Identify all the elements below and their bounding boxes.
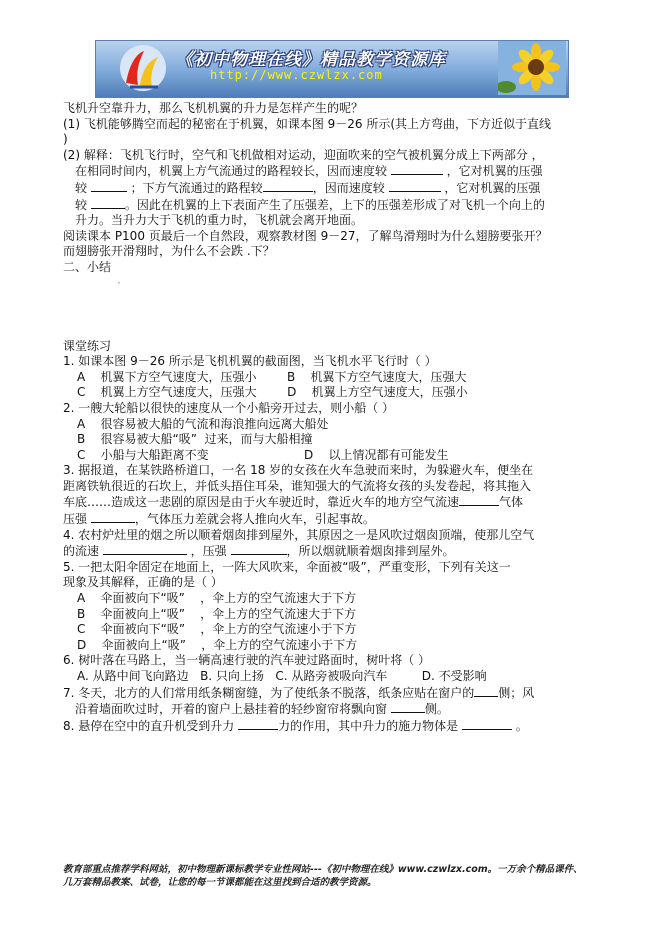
blank-field[interactable] <box>231 543 287 555</box>
question-5-option-a: A 伞面被向下“吸” ，伞上方的空气流速大于下方 <box>77 591 357 606</box>
question-2-option-a: A 很容易被大船的气流和海浪推向远离大船处 <box>77 416 329 431</box>
question-3-line-3: 车底……造成这一悲剧的原因是由于火车驶近时，靠近火车的地方空气流速 气体 <box>63 495 524 510</box>
question-7-line-2: 沿着墙面吹过时，开着的窗户上悬挂着的轻纱窗帘将飘向窗 侧。 <box>75 702 449 717</box>
para-2-line-3: 较 ；下方气流通过的路程较 ，因而速度较 ，它对机翼的压强 <box>75 180 541 195</box>
blank-field[interactable] <box>391 701 425 713</box>
sunflower-image <box>498 41 566 95</box>
para-2-line-1: (2) 解释：飞机飞行时，空气和飞机做相对运动，迎面吹来的空气被机翼分成上下两部分 ， <box>63 147 544 162</box>
question-2-option-b: B 很容易被大船“吸” 过来，而与大船相撞 <box>77 432 313 447</box>
question-6: 6. 树叶落在马路上，当一辆高速行驶的汽车驶过路面时，树叶将（ ） <box>63 653 431 668</box>
question-5-line-1: 5. 一把太阳伞固定在地面上，一阵大风吹来，伞面被“吸”，严重变形，下列有关这一 <box>63 559 511 574</box>
blank-field[interactable] <box>389 180 441 192</box>
question-6-options: A. 从路中间飞向路边 B. 只向上扬 C. 从路旁被吸向汽车 D. 不受影响 <box>77 669 487 683</box>
para-3-line-1: 阅读课本 P100 页最后一个自然段，观察教材图 9－27，了解鸟滑翔时为什么翅膀要张开？ <box>63 228 548 243</box>
question-4-line-2: 的流速 ，压强 ，所以烟就顺着烟囱排到屋外。 <box>63 544 455 559</box>
site-logo-icon <box>118 43 168 93</box>
intro-question: 飞机升空靠升力，那么飞机机翼的升力是怎样产生的呢？ <box>63 101 364 115</box>
question-2: 2. 一艘大轮船以很快的速度从一个小船旁开过去，则小船（ ） <box>63 400 395 415</box>
blank-field[interactable] <box>91 511 135 523</box>
banner-title: 《初中物理在线》精品教学资源库 <box>176 50 446 70</box>
para-1-line-1: (1) 飞机能够腾空而起的秘密在于机翼，如课本图 9－26 所示(其上方弯曲，下方近似于直线 <box>63 116 552 131</box>
question-1-options-ab: A 机翼下方空气速度大，压强小 B 机翼下方空气速度大，压强大 <box>77 369 467 384</box>
question-1: 1. 如课本图 9－26 所示是飞机机翼的截面图，当飞机水平飞行时（ ） <box>63 354 437 369</box>
question-3-line-2: 距离铁轨很近的石坎上，并低头捂住耳朵，谁知强大的气流将女孩的头发卷起，将其拖入 <box>63 478 532 493</box>
para-3-line-2: 而翅膀张开滑翔时，为什么不会跌 .下？ <box>63 244 275 259</box>
blank-field[interactable] <box>263 180 313 192</box>
para-1-line-2: ) <box>63 132 68 147</box>
para-2-line-5: 升力。当升力大于飞机的重力时，飞机就会离开地面。 <box>75 213 364 228</box>
summary-heading: 二、小结 <box>63 259 112 274</box>
question-2-options-cd: C 小船与大船距离不变 D 以上情况都有可能发生 <box>77 447 449 462</box>
question-5-option-c: C 伞面被向下“吸” ，伞上方的空气流速小于下方 <box>77 622 357 637</box>
question-4-line-1: 4. 农村炉灶里的烟之所以顺着烟囱排到屋外，其原因之一是风吹过烟囱顶端，使那儿空气 <box>63 527 535 542</box>
blank-field[interactable] <box>391 163 443 175</box>
question-5-line-2: 现象及其解释，正确的是（ ） <box>63 575 223 590</box>
question-5-option-d: D 伞面被向上“吸” ，伞上方的空气流速小于下方 <box>77 637 358 652</box>
blank-field[interactable] <box>91 180 127 192</box>
question-3-line-1: 3. 据报道，在某铁路桥道口，一名 18 岁的女孩在火车急驶而来时，为躲避火车，便坐在 <box>63 463 534 478</box>
footer-line-2: 几万套精品教案、试卷，让您的每一节课都能在这里找到合适的教学资源。 <box>63 877 377 888</box>
blank-field[interactable] <box>459 494 499 506</box>
question-1-options-cd: C 机翼上方空气速度大，压强大 D 机翼上方空气速度大，压强小 <box>77 385 468 400</box>
exercise-heading: 课堂练习 <box>63 338 112 353</box>
blank-field[interactable] <box>103 543 187 555</box>
para-2-line-4: 较 。因此在机翼的上下表面产生了压强差，上下的压强差形成了对飞机一个向上的 <box>75 197 545 212</box>
blank-field[interactable] <box>474 685 498 697</box>
worksheet-body <box>63 101 601 734</box>
page-footer <box>63 863 603 889</box>
question-7-line-1: 7. 冬天，北方的人们常用纸条糊窗缝，为了使纸条不脱落，纸条应贴在窗户的 侧；风 <box>63 685 535 700</box>
question-3-line-4: 压强 ，气体压力差就会将人推向火车，引起事故。 <box>63 512 375 527</box>
footer-line-1: 教育部重点推荐学科网站，初中物理新课标教学专业性网站---《初中物理在线》www.czwlzx.com。一万余个精品课件、 <box>63 864 583 875</box>
banner-url[interactable]: http://www.czwlzx.com <box>210 68 383 82</box>
blank-field[interactable] <box>462 718 512 730</box>
question-5-option-b: B 伞面被向上“吸” ，伞上方的空气流速大于下方 <box>77 606 357 621</box>
stray-dot: · <box>117 275 121 290</box>
blank-field[interactable] <box>238 718 278 730</box>
question-8: 8. 悬停在空中的直升机受到升力 力的作用，其中升力的施力物体是 。 <box>63 718 528 733</box>
blank-field[interactable] <box>91 197 125 209</box>
para-2-line-2: 在相同时间内，机翼上方气流通过的路程较长，因而速度较 ，它对机翼的压强 <box>75 164 543 179</box>
